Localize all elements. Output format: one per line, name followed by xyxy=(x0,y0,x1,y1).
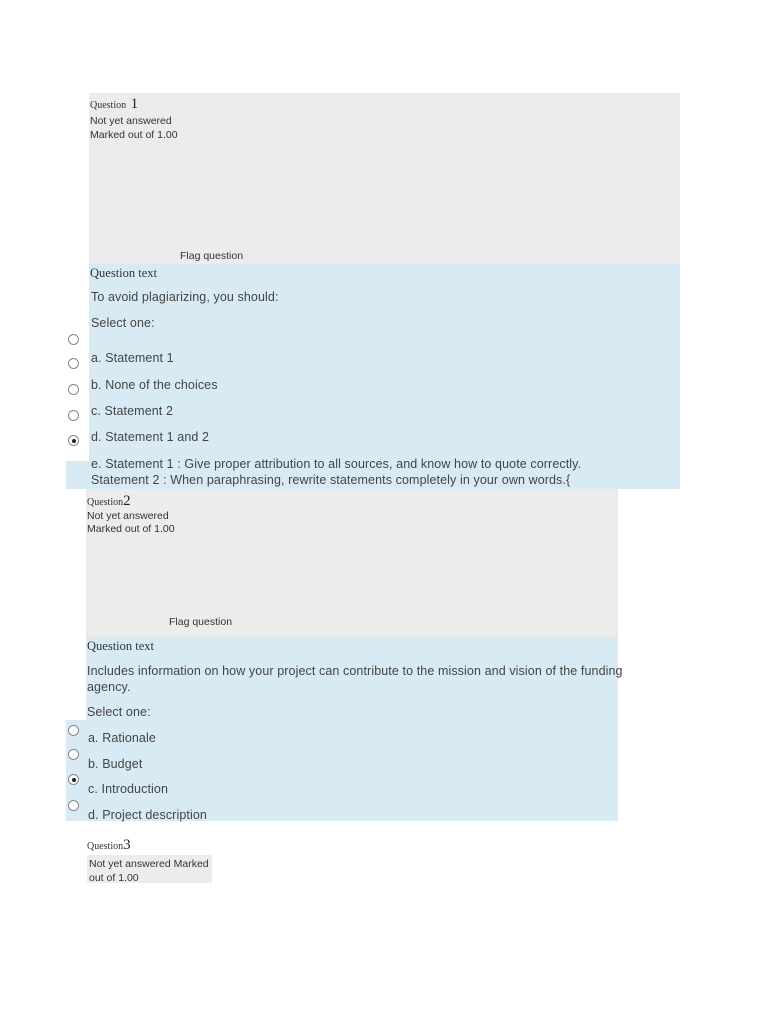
q1-radio-d-selected[interactable] xyxy=(68,435,79,446)
q1-radio-blank[interactable] xyxy=(68,334,79,345)
q2-radio-d[interactable] xyxy=(68,800,79,811)
q1-option-e-line2[interactable]: Statement 2 : When paraphrasing, rewrite statements completely in your own words.{ xyxy=(91,473,571,487)
q2-grade: Marked out of 1.00 xyxy=(87,523,175,535)
q1-radio-c[interactable] xyxy=(68,410,79,421)
q1-question-text-heading: Question text xyxy=(90,266,158,280)
q2-prompt-line2: agency. xyxy=(87,680,131,694)
q3-heading xyxy=(87,836,131,854)
q2-option-c[interactable]: c. Introduction xyxy=(88,782,169,796)
question-label: Question xyxy=(90,100,127,111)
q2-flag-question-link[interactable]: Flag question xyxy=(169,616,233,628)
q1-grade: Marked out of 1.00 xyxy=(90,129,178,141)
q1-radio-b[interactable] xyxy=(68,384,79,395)
q2-prompt: Includes information on how your project can contribute to the mission and vision of the funding xyxy=(87,664,623,678)
q2-select-one: Select one: xyxy=(87,705,151,719)
question-label: Question xyxy=(87,497,124,508)
q2-radio-a[interactable] xyxy=(68,725,79,736)
q2-state: Not yet answered xyxy=(87,510,169,522)
q1-option-c[interactable]: c. Statement 2 xyxy=(91,404,173,418)
q2-radio-b[interactable] xyxy=(68,749,79,760)
q1-info-panel xyxy=(89,93,680,264)
q2-option-a[interactable]: a. Rationale xyxy=(88,731,156,745)
q1-state: Not yet answered xyxy=(90,115,172,127)
q2-option-d[interactable]: d. Project description xyxy=(88,808,207,822)
q1-option-d[interactable]: d. Statement 1 and 2 xyxy=(91,430,210,444)
q1-option-a[interactable]: a. Statement 1 xyxy=(91,351,174,365)
q2-radio-c-selected[interactable] xyxy=(68,774,79,785)
question-number: 1 xyxy=(130,96,139,112)
q1-heading xyxy=(90,95,138,113)
q1-select-one: Select one: xyxy=(91,316,155,330)
question-label: Question xyxy=(87,841,124,852)
q1-radio-a[interactable] xyxy=(68,358,79,369)
q1-option-e[interactable]: e. Statement 1 : Give proper attribution to all sources, and know how to quote correctly. xyxy=(91,457,582,471)
question-number: 2 xyxy=(123,493,131,509)
q3-state-grade: Not yet answered Marked xyxy=(89,858,209,870)
q1-flag-question-link[interactable]: Flag question xyxy=(180,250,244,262)
q2-question-text-heading: Question text xyxy=(87,639,155,653)
question-number: 3 xyxy=(123,837,131,853)
q2-option-b[interactable]: b. Budget xyxy=(88,757,143,771)
q1-prompt: To avoid plagiarizing, you should: xyxy=(91,290,279,304)
q2-heading xyxy=(87,492,131,510)
q3-grade-line2: out of 1.00 xyxy=(89,872,139,884)
q1-option-b[interactable]: b. None of the choices xyxy=(91,378,218,392)
